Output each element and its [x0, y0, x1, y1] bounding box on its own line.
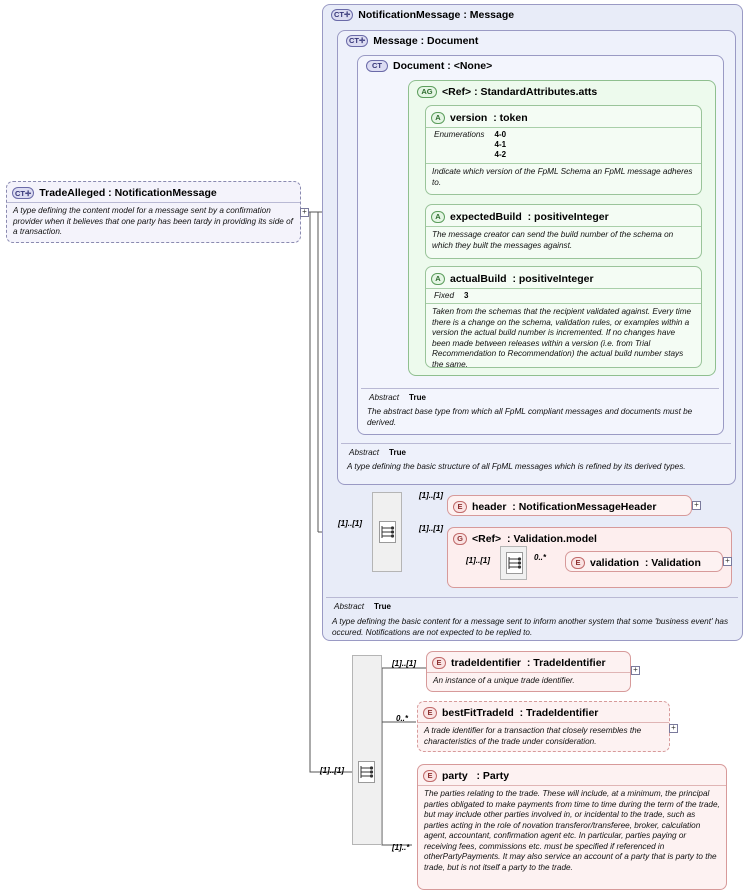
element-name: bestFitTradeId: [442, 706, 514, 719]
enum-value: 4-2: [494, 150, 507, 159]
element-type: TradeIdentifier: [526, 706, 599, 719]
attribute-facets: Enumerations 4-0 4-1 4-2: [434, 130, 507, 159]
element-name: validation: [590, 556, 640, 569]
sequence-compositor[interactable]: [506, 552, 523, 574]
sequence-bar: [352, 655, 382, 845]
group-validation-model-box[interactable]: G <Ref> : Validation.model: [447, 527, 732, 588]
occurs-label: [1]..[1]: [466, 556, 490, 565]
message-description: A type defining the basic structure of all FpML messages which is refined by its derived types.: [347, 462, 686, 471]
sequence-compositor[interactable]: [358, 761, 375, 783]
element-type: Party: [482, 769, 510, 782]
element-bestfittradeid-box[interactable]: E bestFitTradeId : TradeIdentifier A trade identifier for a transaction that closely resembles the characteristics of the trade under consideration.: [417, 701, 670, 752]
complex-type-icon: CT: [366, 60, 388, 72]
attribute-description: Taken from the schemas that the recipient validated against. Every time there is a change on the schema, validation rules, or examples within a version the actual build number is incremented. If no changes have been made between releases within a version (i.e. from Trial Recommendation to Recommendation) the actual build number stays the same.: [432, 307, 692, 369]
document-name: Document: [393, 59, 445, 72]
complex-type-icon: CT ✛: [12, 187, 34, 199]
element-icon: E: [432, 657, 446, 669]
occurs-label: [1]..*: [392, 843, 410, 852]
sequence-icon: [507, 553, 522, 573]
notification-message-title: CT ✛ NotificationMessage : Message: [326, 6, 636, 23]
attribute-type: token: [499, 111, 528, 124]
notification-message-type: Message: [469, 8, 515, 21]
attribute-icon: A: [431, 273, 445, 285]
element-icon: E: [453, 501, 467, 513]
notification-message-name: NotificationMessage: [358, 8, 461, 21]
element-description: The parties relating to the trade. These will include, at a minimum, the principal parties obligated to make payments from time to time during the term of the trade, but may include other parties involved in, or incidental to the trade, such as parties acting in the role of novation transferor/transferee, broker, calculation agent, accountant, confirmation agent etc. In particular, parties paying or receiving fees, commissions etc. must be specified if referenced in otherPartyPayments. It may also service an account of a party that is party to the trade, but is not itself a party to the trade.: [424, 789, 720, 872]
sequence-icon: [380, 522, 395, 542]
document-title: CT Document : <None>: [361, 57, 671, 74]
attribute-description: The message creator can send the build number of the schema on which they built the messages against.: [432, 230, 674, 250]
message-title: CT ✛ Message : Document: [341, 32, 651, 49]
attribute-name: version: [450, 111, 488, 124]
notification-abstract-row: Abstract True: [334, 602, 391, 611]
root-description: A type defining the content model for a message sent by a confirmation provider when it believes that one party has been tardy in providing its side of a transaction.: [13, 206, 293, 236]
document-abstract-row: Abstract True: [369, 393, 426, 402]
element-icon: E: [571, 557, 585, 569]
attribute-name: actualBuild: [450, 272, 507, 285]
element-type: TradeIdentifier: [533, 656, 606, 669]
message-abstract-row: Abstract True: [349, 448, 406, 457]
occurs-label: [1]..[1]: [338, 519, 362, 528]
element-party-box[interactable]: E party : Party The parties relating to the trade. These will include, at a minimum, the principal parties obligated to make payments from time to time during the term of the trade, but may include other parties involved in, or incidental to the trade, such as parties acting in the role of novation transferor/transferee, broker, calculation agent, accountant, confirmation agent etc. In particular, parties paying or receiving fees, commissions etc. must be specified if referenced in otherPartyPayments. It may also service an account of a party that is party to the trade, but is not itself a party to the trade.: [417, 764, 727, 890]
element-validation-box[interactable]: E validation : Validation: [565, 551, 723, 572]
element-name: party: [442, 769, 468, 782]
standard-attributes-name: <Ref>: [442, 85, 472, 98]
root-type-box[interactable]: [6, 181, 301, 243]
message-name: Message: [373, 34, 418, 47]
element-icon: E: [423, 770, 437, 782]
expand-bestfittradeid-icon[interactable]: [669, 724, 678, 733]
element-type: Validation: [651, 556, 701, 569]
expand-header-icon[interactable]: [692, 501, 701, 510]
root-name: TradeAlleged: [39, 187, 106, 199]
sequence-icon: [359, 762, 374, 782]
document-description: The abstract base type from which all FpML compliant messages and documents must be derived.: [367, 407, 693, 427]
attribute-icon: A: [431, 211, 445, 223]
message-type: Document: [427, 34, 479, 47]
occurs-label: 0..*: [396, 714, 409, 723]
element-header-box[interactable]: E header : NotificationMessageHeader: [447, 495, 692, 516]
enum-value: 4-0: [494, 130, 507, 139]
standard-attributes-type: StandardAttributes.atts: [480, 85, 598, 98]
enum-value: 4-1: [494, 140, 507, 149]
attribute-icon: A: [431, 112, 445, 124]
attribute-type: positiveInteger: [534, 210, 609, 223]
sequence-compositor[interactable]: [379, 521, 396, 543]
element-type: NotificationMessageHeader: [518, 500, 657, 513]
standard-attributes-title: AG <Ref> : StandardAttributes.atts: [412, 83, 712, 100]
expand-root-icon[interactable]: [300, 208, 309, 217]
root-type: NotificationMessage: [114, 187, 217, 199]
element-description: A trade identifier for a transaction that closely resembles the characteristics of the trade under consideration.: [424, 726, 642, 746]
occurs-label: [1]..[1]: [419, 491, 443, 500]
document-type: <None>: [453, 59, 493, 72]
element-icon: E: [423, 707, 437, 719]
group-icon: G: [453, 533, 467, 545]
group-name: <Ref>: [472, 532, 502, 545]
element-tradeidentifier-box[interactable]: E tradeIdentifier : TradeIdentifier An instance of a unique trade identifier.: [426, 651, 631, 692]
occurs-label: [1]..[1]: [419, 524, 443, 533]
element-description: An instance of a unique trade identifier.: [433, 676, 575, 685]
attribute-type: positiveInteger: [518, 272, 594, 285]
attribute-version-box[interactable]: A version : token Enumerations 4-0 4-1 4-2 Indicate which version of the FpML Schema an FpML message adheres to.: [425, 105, 702, 195]
expand-tradeidentifier-icon[interactable]: [631, 666, 640, 675]
expand-validation-icon[interactable]: [723, 557, 732, 566]
element-name: tradeIdentifier: [451, 656, 522, 669]
attribute-name: expectedBuild: [450, 210, 522, 223]
attribute-description: Indicate which version of the FpML Schema an FpML message adheres to.: [432, 167, 693, 187]
occurs-label: [1]..[1]: [320, 766, 344, 775]
occurs-label: [1]..[1]: [392, 659, 416, 668]
complex-type-icon: CT ✛: [346, 35, 368, 47]
notification-description: A type defining the basic content for a message sent to inform another system that some 'business event' has occured. Notifications are not expected to be replied to.: [332, 617, 729, 637]
attribute-group-icon: AG: [417, 86, 437, 98]
fixed-value: 3: [464, 291, 469, 300]
root-sep: :: [108, 187, 112, 199]
attribute-facets: Fixed 3: [434, 291, 469, 300]
attribute-actualbuild-box[interactable]: A actualBuild : positiveInteger Fixed 3 Taken from the schemas that the recipient validated against. Every time there is a change on the schema, validation rules, or examples within a version the actual build number is incremented. If no changes have been made between releases within a version (i.e. from Trial Recommendation to Recommendation) the actual build number stays the same.: [425, 266, 702, 368]
complex-type-icon: CT ✛: [331, 9, 353, 21]
element-name: header: [472, 500, 507, 513]
attribute-expectedbuild-box[interactable]: A expectedBuild : positiveInteger The message creator can send the build number of the schema on which they built the messages against.: [425, 204, 702, 259]
occurs-label: 0..*: [534, 553, 547, 562]
group-type: Validation.model: [513, 532, 597, 545]
